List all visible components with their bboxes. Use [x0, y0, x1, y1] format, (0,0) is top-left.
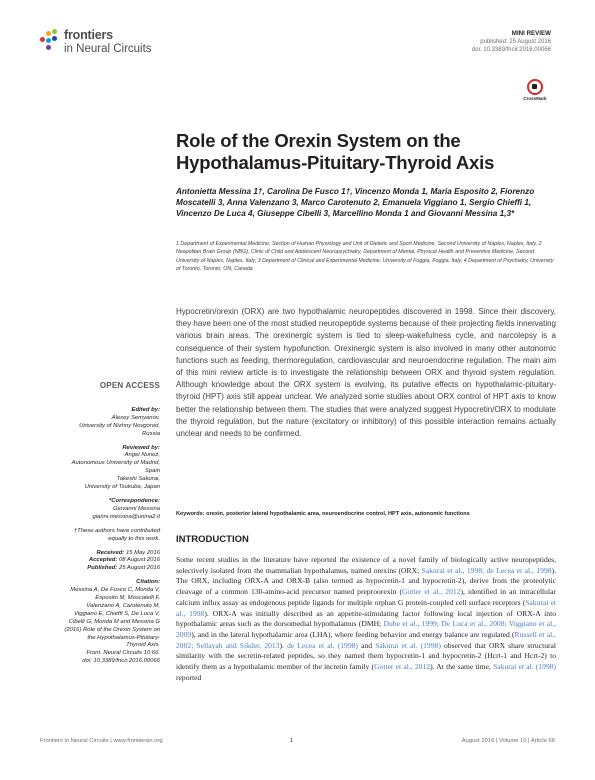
- equal-note-line: equally to this work.: [108, 535, 160, 542]
- article-type: MINI REVIEW: [511, 30, 551, 37]
- published-label: Published:: [87, 565, 118, 572]
- reviewer-affiliation: Autonomous University of Madrid,: [71, 460, 160, 467]
- intro-text: ). The ORX, including ORX-A and ORX-B (also termed as hypocretin-1 and hypocretin-2), derive from the proteolytic cleavage of a common 130-amino-acid precursor named preproorexin (: [176, 565, 556, 597]
- crossmark-label: CrossMark: [523, 96, 547, 101]
- article-sidebar: [40, 382, 160, 666]
- footer-journal-link[interactable]: Frontiers in Neural Circuits | www.frontiersin.org: [40, 738, 163, 744]
- logo-dots-icon: [40, 29, 62, 51]
- abstract: Hypocretin/orexin (ORX) are two hypothalamic neuropeptides discovered in 1998. Since their discovery, they have been one of the most studied neuropeptide systems because of their projecting fields innervating various brain areas. The orexinergic system is tied to sleep-wakefulness cycle, and narcolepsy is a consequence of their system hypofunction. Orexinergic system is also involved in many other autonomic functions such as feeding, thermoregulation, cardiovascular and neuroendocrine regulation. The main aim of this mini review article is to investigate the relationship between ORX and thyroid system regulation. Although knowledge about the ORX system is evolving, its putative effects on hypothalamic-pituitary-thyroid (HPT) axis still appear unclear. We analyzed some studies about ORX control of HPT axis to know better the relationship between them. The studies that were analyzed suggest Hypocretin/ORX to modulate the thyroid regulation, but the nature (excitatory or inhibitory) of this possible interaction remains actually unclear and needs to be confirmed.: [176, 307, 556, 439]
- citation-link[interactable]: Dube et al., 1999; De Luca et al., 2008; Viggiano et al., 2009: [176, 619, 557, 639]
- correspondence: [40, 498, 160, 522]
- citation-link[interactable]: Sakurai et al. (1998): [375, 640, 441, 650]
- logo-brand: frontiers: [64, 28, 113, 42]
- citation-line: Cibelli G, Monda M and Messina G: [68, 618, 160, 625]
- received-date: 15 May 2016: [125, 549, 160, 556]
- intro-text: ). ORX-A was initially described as an appetite-stimulating factor following local injection of ORX-A into hypothalamic areas such as the dorsomedial hypothalamus (DMH;: [176, 608, 556, 629]
- citation-line[interactable]: doi: 10.3389/fncir.2016.00066: [82, 658, 160, 665]
- equal-note-line: †These authors have contributed: [73, 527, 160, 534]
- article-title: Role of the Orexin System on the Hypothalamus-Pituitary-Thyroid Axis: [176, 130, 495, 173]
- logo-journal: in Neural Circuits: [64, 43, 152, 55]
- citation-link[interactable]: Sakurai et al., 1998: [176, 597, 556, 618]
- keywords-text: orexin, posterior lateral hypothalamic area, neuroendocrine control, HPT axis, autonomic functions: [206, 511, 470, 517]
- reviewer-name[interactable]: Takeshi Sakurai,: [116, 476, 160, 483]
- received-row: [40, 550, 160, 558]
- citation-link[interactable]: Gotter et al., 2012: [401, 587, 461, 597]
- correspondence-label: *Correspondence:: [108, 497, 160, 504]
- article-dates: [40, 550, 160, 574]
- intro-paragraph: [176, 555, 556, 683]
- accepted-label: Accepted:: [88, 557, 118, 564]
- intro-text: Some recent studies in the literature have reported the existence of a novel family of biologically active neuropeptides, selectively isolated from the mammalian hypothalamus, named orexins (ORX;: [176, 555, 556, 575]
- frontiers-logo[interactable]: [40, 26, 170, 66]
- intro-text: ), identified in an intracellular calcium influx assay as endogenous peptide ligands for multiple orphan G protein-coupled cell surface receptors (: [176, 587, 556, 607]
- intro-text: ), and in the lateral hypothalamic area (LHA), where feeding behavior and energy balance are regulated (: [191, 629, 515, 639]
- reviewed-by: [40, 445, 160, 492]
- crossmark-badge[interactable]: [523, 79, 547, 101]
- editor-affiliation: University of Nizhny Novgorod,: [79, 422, 160, 429]
- citation-line: Thyroid Axis.: [126, 642, 160, 649]
- editor-country: Russia: [141, 430, 160, 437]
- reviewer-affiliation: University of Tsukuba, Japan: [84, 484, 160, 491]
- correspondence-email[interactable]: gianni.messina@unina2.it: [92, 513, 160, 520]
- intro-text: and: [357, 640, 376, 650]
- reviewer-country: Spain: [144, 468, 160, 475]
- citation-link[interactable]: de Lecea et al. (1998): [287, 640, 358, 650]
- intro-text: observed that ORX share structural similarity with the secretin-related peptides, so they named them hypocretin-1 and hypocretin-2 (Hcrt-1 and Hcrt-2) to identify them as a hypothalamic member of the incretin family (: [176, 640, 557, 672]
- equal-contribution-note: [40, 528, 160, 544]
- published-date: published: 25 August 2016: [480, 39, 551, 45]
- citation-line: Messina A, De Fusco C, Monda V,: [70, 587, 160, 594]
- crossmark-icon: [527, 79, 543, 95]
- correspondence-name: Giovanni Messina: [113, 505, 160, 512]
- citation-line: Valenzano A, Carotenuto M,: [86, 602, 160, 609]
- footer-issue-info: August 2016 | Volume 10 | Article 66: [461, 738, 555, 744]
- edited-by: [40, 407, 160, 439]
- page-number: 1: [290, 738, 294, 744]
- author-list: Antonietta Messina 1†, Carolina De Fusco 1†, Vincenzo Monda 1, Maria Esposito 2, Fiorenzo Moscatelli 3, Anna Valenzano 3, Marco Carotenuto 2, Emanuela Viggiano 1, Sergio Chieffi 1, Vincenzo De Luca 4, Giuseppe Cibelli 3, Marcellino Monda 1 and Giovanni Messina 1,3*: [176, 187, 535, 219]
- citation-line: Esposito M, Moscatelli F,: [95, 595, 160, 602]
- published-date-sidebar: 25 August 2016: [118, 565, 160, 572]
- citation-link[interactable]: Sakurai et al. (1998): [493, 662, 557, 672]
- editor-name[interactable]: Alexey Semyanov,: [111, 414, 160, 421]
- keywords-label: Keywords:: [176, 511, 205, 517]
- intro-text: ).: [279, 640, 288, 650]
- received-label: Received:: [96, 549, 125, 556]
- intro-heading: INTRODUCTION: [176, 534, 249, 545]
- published-row: [40, 565, 160, 573]
- citation: [40, 579, 160, 666]
- citation-line: the Hypothalamus-Pituitary-: [87, 634, 160, 641]
- citation-line: Front. Neural Circuits 10:66.: [86, 650, 160, 657]
- intro-text: reported: [176, 672, 202, 682]
- intro-text: ). At the same time,: [430, 662, 494, 672]
- citation-link[interactable]: Gotter et al., 2012: [374, 662, 431, 672]
- citation-label: Citation:: [136, 579, 160, 586]
- open-access-badge: OPEN ACCESS: [99, 381, 160, 390]
- article-doi[interactable]: doi: 10.3389/fncir.2016.00066: [471, 47, 551, 53]
- article-meta: [472, 30, 551, 54]
- citation-link[interactable]: Russell et al., 2002; Sellayah and Sikder, 2013: [176, 629, 556, 650]
- reviewed-by-label: Reviewed by:: [122, 444, 160, 451]
- reviewer-name[interactable]: Angel Nunez,: [124, 452, 160, 459]
- edited-by-label: Edited by:: [131, 406, 160, 413]
- accepted-date: 08 August 2016: [118, 557, 160, 564]
- keywords: [176, 510, 556, 518]
- citation-line: Viggiano E, Chieffi S, De Luca V,: [74, 610, 160, 617]
- affiliations: 1 Department of Experimental Medicine, Section of Human Physiology and Unit of Dietetic and Sport Medicine, Second University of Naples, Naples, Italy, 2 Neapolitan Brain Group (NBG), Clinic of Child and Adolescent Neuropsychiatry, Department of Mental, Physical Health and Preventive Medicine, Second University of Naples, Naples, Italy, 3 Department of Clinical and Experimental Medicine, University of Foggia, Foggia, Italy, 4 Department of Psychiatry, University of Toronto, Toronto, ON, Canada: [176, 241, 554, 273]
- citation-link[interactable]: Sakurai et al., 1998; de Lecea et al., 1998: [421, 565, 552, 575]
- page-footer: [40, 738, 555, 748]
- citation-line: (2016) Role of the Orexin System on: [64, 626, 160, 633]
- accepted-row: [40, 557, 160, 565]
